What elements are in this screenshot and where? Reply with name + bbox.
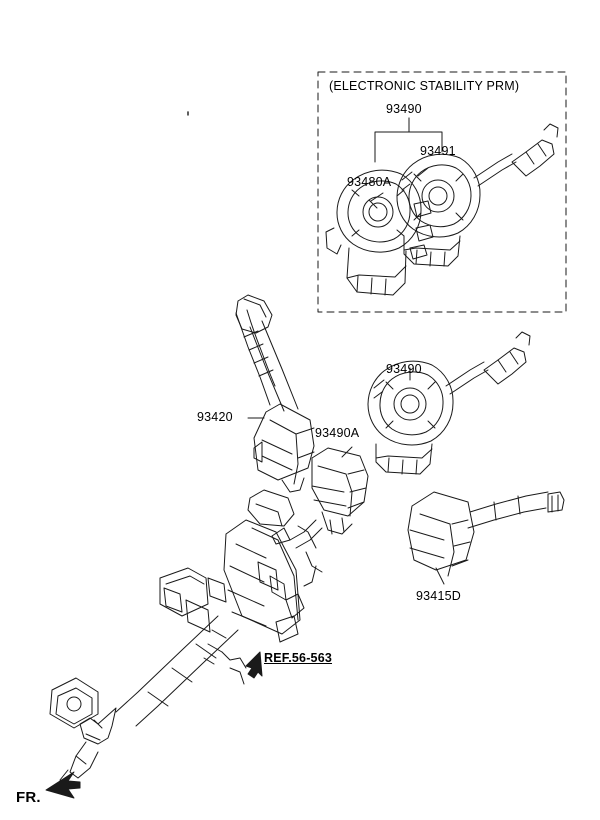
- main-leaders: [248, 368, 444, 584]
- label-inset-93491: 93491: [420, 144, 456, 158]
- part-93420: [236, 295, 314, 492]
- inset-title-label: (ELECTRONIC STABILITY PRM): [329, 79, 520, 93]
- part-93490-main: [368, 332, 530, 474]
- label-93415D: 93415D: [416, 589, 461, 603]
- reference-arrow: [246, 652, 262, 678]
- part-93490A: [272, 448, 368, 548]
- front-direction-label: FR.: [16, 789, 41, 806]
- reference-label: REF.56-563: [264, 651, 333, 665]
- label-93490A: 93490A: [315, 426, 360, 440]
- label-inset-93490: 93490: [386, 102, 422, 116]
- steering-column-assembly: [50, 490, 322, 788]
- label-93420: 93420: [197, 410, 233, 424]
- part-93415D: [408, 492, 564, 576]
- label-93490: 93490: [386, 362, 422, 376]
- label-inset-93480A: 93480A: [347, 175, 392, 189]
